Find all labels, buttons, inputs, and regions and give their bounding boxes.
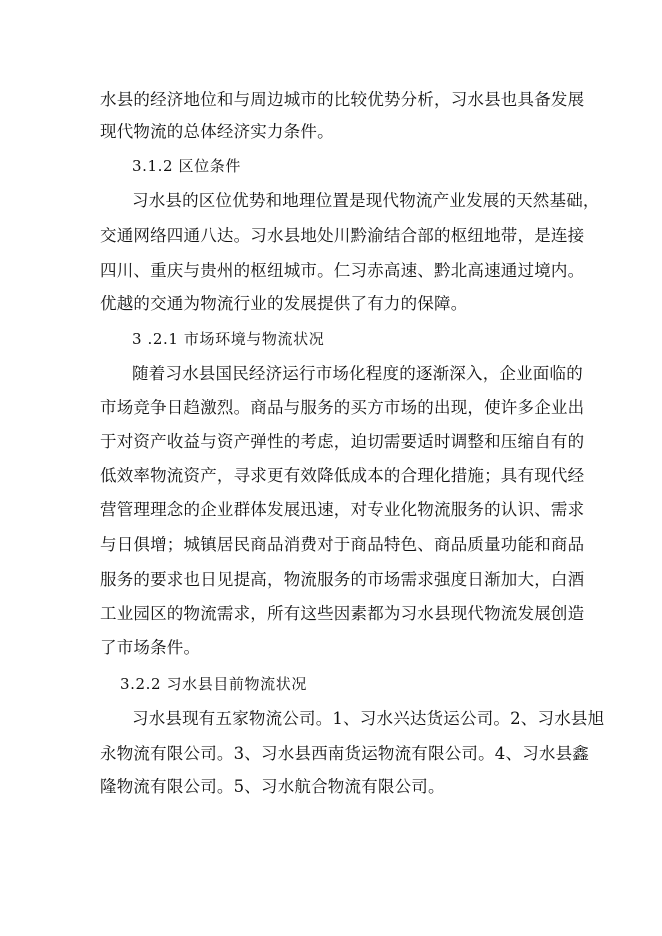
paragraph-line: 了市场条件。 <box>100 638 201 657</box>
paragraph-line: 习水县现有五家物流公司。1、习水兴达货运公司。2、习水县旭 <box>132 709 605 728</box>
paragraph-line: 永物流有限公司。3、习水县西南货运物流有限公司。4、习水县鑫 <box>100 744 589 763</box>
paragraph-line: 交通网络四通八达。习水县地处川黔渝结合部的枢纽地带，是连接 <box>100 226 585 245</box>
paragraph-line: 营管理理念的企业群体发展迅速，对专业化物流服务的认识、需求 <box>100 500 585 519</box>
paragraph-line: 低效率物流资产，寻求更有效降低成本的合理化措施；具有现代经 <box>100 466 585 485</box>
paragraph-line: 习水县的区位优势和地理位置是现代物流产业发展的天然基础， <box>132 191 600 210</box>
paragraph-line: 优越的交通为物流行业的发展提供了有力的保障。 <box>100 294 468 313</box>
paragraph-line: 现代物流的总体经济实力条件。 <box>100 122 334 141</box>
paragraph-line: 于对资产收益与资产弹性的考虑，迫切需要适时调整和压缩自有的 <box>100 432 585 451</box>
paragraph-line: 服务的要求也日见提高，物流服务的市场需求强度日渐加大，白酒 <box>100 570 585 589</box>
paragraph-line: 水县的经济地位和与周边城市的比较优势分析，习水县也具备发展 <box>100 90 585 109</box>
paragraph-line: 与日俱增；城镇居民商品消费对于商品特色、商品质量功能和商品 <box>100 535 585 554</box>
paragraph-line: 隆物流有限公司。5、习水航合物流有限公司。 <box>100 777 445 796</box>
paragraph-line: 四川、重庆与贵州的枢纽城市。仁习赤高速、黔北高速通过境内。 <box>100 261 585 280</box>
section-heading-3-2-2: 3.2.2 习水县目前物流状况 <box>120 675 307 693</box>
paragraph-line: 工业园区的物流需求，所有这些因素都为习水县现代物流发展创造 <box>100 604 585 623</box>
paragraph-line: 市场竞争日趋激烈。商品与服务的买方市场的出现，使许多企业出 <box>100 398 585 417</box>
section-heading-3-1-2: 3.1.2 区位条件 <box>132 157 241 175</box>
paragraph-line: 随着习水县国民经济运行市场化程度的逐渐深入，企业面临的 <box>132 364 583 383</box>
section-heading-3-2-1: 3 .2.1 市场环境与物流状况 <box>132 330 325 348</box>
